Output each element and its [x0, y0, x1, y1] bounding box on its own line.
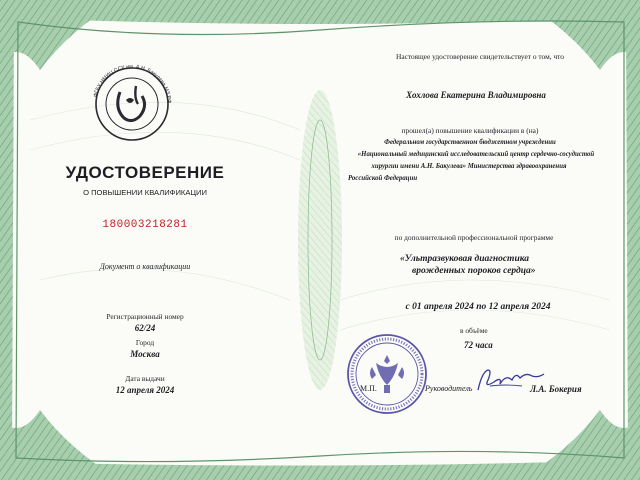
volume-value: 72 часа	[464, 340, 493, 350]
program-label: по дополнительной профессиональной программе	[394, 233, 554, 242]
issue-date-value: 12 апреля 2024	[115, 385, 175, 395]
document-subtitle: О ПОВЫШЕНИИ КВАЛИФИКАЦИИ	[83, 188, 207, 197]
volume-label: в объёме	[460, 326, 488, 335]
issue-date-label: Дата выдачи	[125, 374, 165, 383]
document-title: УДОСТОВЕРЕНИЕ	[65, 163, 225, 182]
head-name: Л.А. Бокерия	[530, 384, 582, 394]
svg-text:ФГБУ НМИЦ ССХ им. А.Н. Бакулев: ФГБУ НМИЦ ССХ им. А.Н. Бакулева МЗ РФ	[92, 63, 173, 104]
reg-number-label: Регистрационный номер	[106, 312, 184, 321]
official-seal	[346, 333, 428, 415]
serial-number: 180003218281	[102, 219, 188, 231]
recipient-name: Хохлова Екатерина Владимировна	[406, 90, 546, 100]
intro-text: Настоящее удостоверение свидетельствует о том, что	[396, 52, 564, 61]
institution-logo	[80, 52, 184, 156]
city-value: Москва	[130, 349, 160, 359]
doc-type-label: Документ о квалификации	[99, 262, 191, 271]
program-name-line-2: врожденных пороков сердца»	[412, 266, 536, 276]
training-period: с 01 апреля 2024 по 12 апреля 2024	[405, 302, 551, 312]
head-label: Руководитель	[425, 384, 473, 393]
reg-number-value: 62/24	[134, 323, 156, 333]
org-line-4: Российской Федерации	[348, 175, 418, 182]
city-label: Город	[135, 338, 155, 347]
org-line-3: хирургии имени А.Н. Бакулева» Министерства здравоохранения	[371, 163, 567, 170]
passed-text: прошел(а) повышение квалификации в (на)	[401, 126, 539, 135]
org-line-2: «Национальный медицинский исследовательский центр сердечно-сосудистой	[357, 151, 595, 158]
seal-placeholder-label: М.П.	[360, 384, 377, 393]
program-name-line-1: «Ультразвуковая диагностика	[400, 254, 530, 264]
org-line-1: Федеральном государственном бюджетном учреждении	[384, 139, 556, 146]
